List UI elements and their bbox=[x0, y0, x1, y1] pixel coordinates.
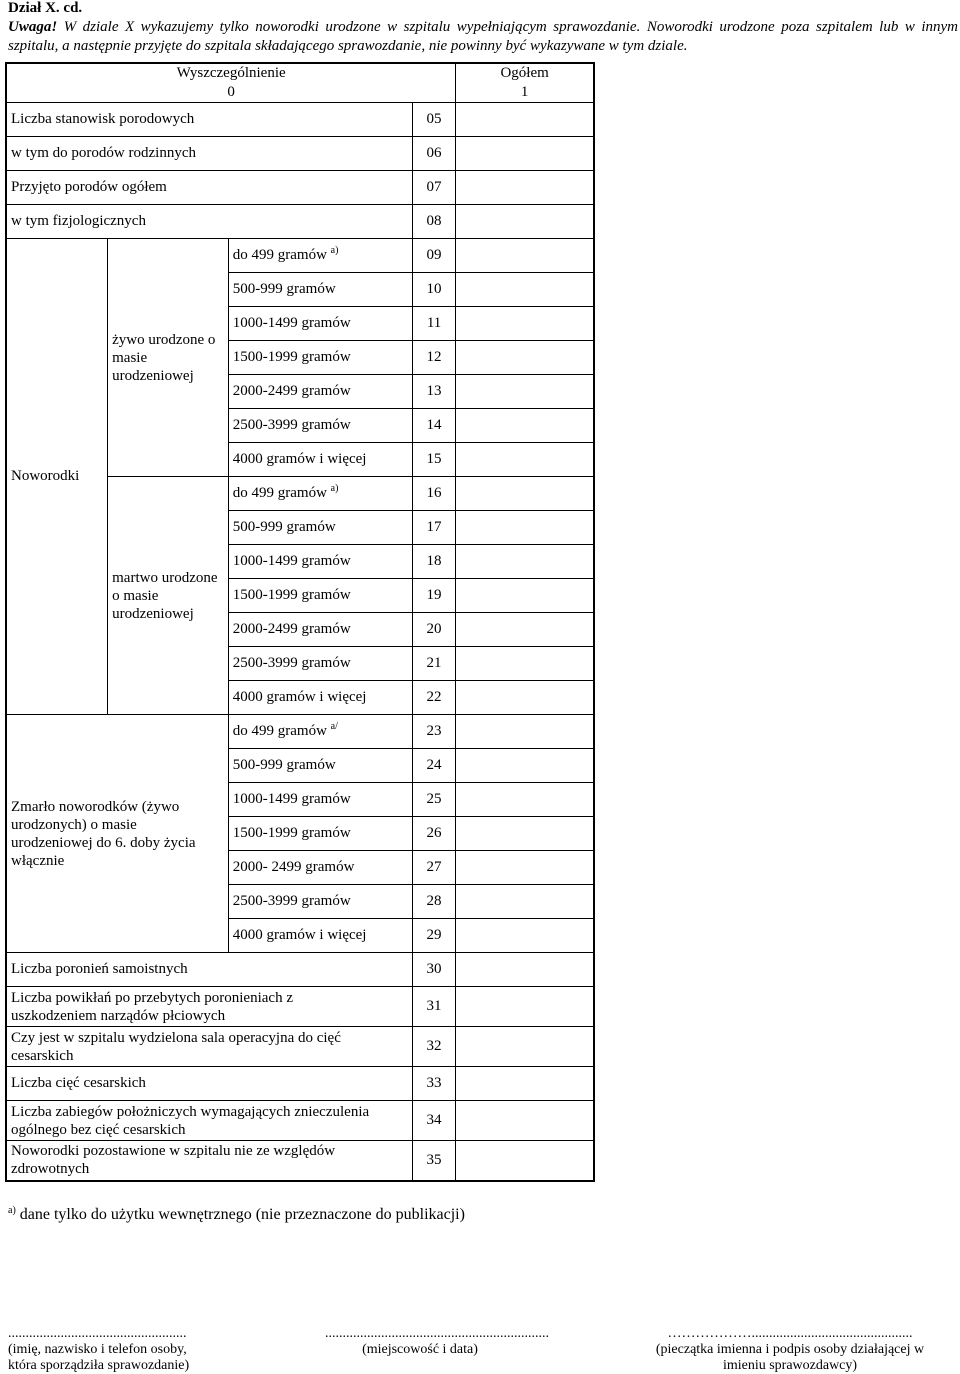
weight-label: do 499 gramów $^{a/}$ bbox=[228, 715, 412, 749]
weight-label: 4000 gramów i więcej bbox=[228, 681, 412, 715]
footnote-marker: a) bbox=[330, 483, 339, 494]
row-label: w tym fizjologicznych bbox=[6, 205, 412, 239]
value-cell[interactable] bbox=[456, 171, 594, 205]
row-number: 12 bbox=[412, 341, 455, 375]
row-number: 34 bbox=[412, 1101, 455, 1141]
value-cell[interactable] bbox=[456, 579, 594, 613]
signature-line[interactable]: ................................................................ bbox=[325, 1326, 549, 1341]
row-number: 26 bbox=[412, 817, 455, 851]
value-cell[interactable] bbox=[456, 137, 594, 171]
signature-caption: (imię, nazwisko i telefon osoby, bbox=[8, 1342, 187, 1357]
value-cell[interactable] bbox=[456, 273, 594, 307]
weight-label: 2000- 2499 gramów bbox=[228, 851, 412, 885]
header-row bbox=[6, 63, 594, 83]
weight-label: 500-999 gramów bbox=[228, 273, 412, 307]
row-label: Liczba poronień samoistnych bbox=[6, 953, 412, 987]
table-row bbox=[6, 715, 594, 749]
table-row bbox=[6, 953, 594, 987]
table-row bbox=[6, 171, 594, 205]
signature-caption: (pieczątka imienna i podpis osoby działającej w bbox=[655, 1342, 925, 1357]
footnote-marker: a) bbox=[8, 1205, 16, 1216]
value-cell[interactable] bbox=[456, 239, 594, 273]
weight-label: 1000-1499 gramów bbox=[228, 783, 412, 817]
table-row bbox=[6, 103, 594, 137]
table-row bbox=[6, 1067, 594, 1101]
row-number: 05 bbox=[412, 103, 455, 137]
value-cell[interactable] bbox=[456, 1141, 594, 1181]
died-group-label: Zmarło noworodków (żywo urodzonych) o masie urodzeniowej do 6. doby życia włącznie bbox=[6, 715, 228, 953]
report-table bbox=[5, 62, 595, 1182]
value-cell[interactable] bbox=[456, 443, 594, 477]
alive-group-label: żywo urodzone o masie urodzeniowej bbox=[108, 239, 229, 477]
footnote-text: dane tylko do użytku wewnętrznego (nie przeznaczone do publikacji) bbox=[19, 1206, 465, 1223]
warning-note bbox=[8, 18, 958, 56]
row-number: 14 bbox=[412, 409, 455, 443]
row-number: 23 bbox=[412, 715, 455, 749]
value-cell[interactable] bbox=[456, 477, 594, 511]
table-row bbox=[6, 205, 594, 239]
weight-label: 500-999 gramów bbox=[228, 511, 412, 545]
weight-label: do 499 gramów $^{a)}$ bbox=[228, 239, 412, 273]
weight-label: 1500-1999 gramów bbox=[228, 579, 412, 613]
value-cell[interactable] bbox=[456, 545, 594, 579]
col-total-number: 1 bbox=[456, 83, 594, 103]
row-label: Przyjęto porodów ogółem bbox=[6, 171, 412, 205]
weight-label: 2500-3999 gramów bbox=[228, 409, 412, 443]
value-cell[interactable] bbox=[456, 783, 594, 817]
row-label: Liczba stanowisk porodowych bbox=[6, 103, 412, 137]
value-cell[interactable] bbox=[456, 103, 594, 137]
warning-text: W dziale X wykazujemy tylko noworodki urodzone w szpitalu wypełniającym sprawozdanie. Noworodki urodzone poza szpitalem lub w innym szpitalu, a następnie przyjęte do szpitala składającego sprawozdanie, nie powinny być wykazywane w tym dziale. bbox=[8, 19, 958, 54]
col-total-header: Ogółem bbox=[456, 63, 594, 83]
newborns-label: Noworodki bbox=[6, 239, 108, 715]
value-cell[interactable] bbox=[456, 987, 594, 1027]
row-number: 24 bbox=[412, 749, 455, 783]
value-cell[interactable] bbox=[456, 1067, 594, 1101]
signature-caption: imieniu sprawozdawcy) bbox=[722, 1358, 858, 1373]
row-number: 17 bbox=[412, 511, 455, 545]
weight-label: 4000 gramów i więcej bbox=[228, 919, 412, 953]
row-number: 08 bbox=[412, 205, 455, 239]
signature-line[interactable]: ................................................... bbox=[8, 1326, 187, 1341]
row-number: 13 bbox=[412, 375, 455, 409]
row-number: 29 bbox=[412, 919, 455, 953]
value-cell[interactable] bbox=[456, 511, 594, 545]
row-number: 21 bbox=[412, 647, 455, 681]
weight-label: 2500-3999 gramów bbox=[228, 885, 412, 919]
table-row bbox=[6, 137, 594, 171]
footnote-marker: a/ bbox=[330, 721, 338, 732]
row-number: 19 bbox=[412, 579, 455, 613]
row-number: 22 bbox=[412, 681, 455, 715]
col-spec-header: Wyszczególnienie bbox=[6, 63, 456, 83]
row-number: 09 bbox=[412, 239, 455, 273]
signature-place-date bbox=[325, 1326, 549, 1358]
value-cell[interactable] bbox=[456, 613, 594, 647]
row-number: 28 bbox=[412, 885, 455, 919]
value-cell[interactable] bbox=[456, 307, 594, 341]
value-cell[interactable] bbox=[456, 851, 594, 885]
row-label: Liczba cięć cesarskich bbox=[6, 1067, 412, 1101]
value-cell[interactable] bbox=[456, 341, 594, 375]
row-number: 20 bbox=[412, 613, 455, 647]
row-label: w tym do porodów rodzinnych bbox=[6, 137, 412, 171]
table-row bbox=[6, 1101, 594, 1141]
signature-preparer bbox=[8, 1326, 248, 1374]
row-number: 06 bbox=[412, 137, 455, 171]
table-row bbox=[6, 239, 594, 273]
row-number: 25 bbox=[412, 783, 455, 817]
value-cell[interactable] bbox=[456, 409, 594, 443]
row-label: Czy jest w szpitalu wydzielona sala operacyjna do cięć cesarskich bbox=[6, 1027, 412, 1067]
section-title: Dział X. cd. bbox=[8, 0, 83, 16]
weight-label: 1000-1499 gramów bbox=[228, 307, 412, 341]
warning-label: Uwaga! bbox=[8, 19, 58, 35]
row-number: 18 bbox=[412, 545, 455, 579]
dead-group-label: martwo urodzone o masie urodzeniowej bbox=[108, 477, 229, 715]
value-cell[interactable] bbox=[456, 1027, 594, 1067]
footnote bbox=[8, 1206, 465, 1224]
value-cell[interactable] bbox=[456, 885, 594, 919]
row-number: 35 bbox=[412, 1141, 455, 1181]
header-number-row bbox=[6, 83, 594, 103]
weight-label: 2000-2499 gramów bbox=[228, 613, 412, 647]
table-row bbox=[6, 1027, 594, 1067]
weight-label: 2500-3999 gramów bbox=[228, 647, 412, 681]
row-number: 07 bbox=[412, 171, 455, 205]
value-cell[interactable] bbox=[456, 749, 594, 783]
weight-label: 4000 gramów i więcej bbox=[228, 443, 412, 477]
value-cell[interactable] bbox=[456, 817, 594, 851]
signature-caption: która sporządziła sprawozdanie) bbox=[8, 1358, 190, 1373]
row-number: 31 bbox=[412, 987, 455, 1027]
signature-caption: (miejscowość i data) bbox=[362, 1342, 478, 1357]
weight-label: 500-999 gramów bbox=[228, 749, 412, 783]
row-number: 33 bbox=[412, 1067, 455, 1101]
row-number: 32 bbox=[412, 1027, 455, 1067]
row-number: 10 bbox=[412, 273, 455, 307]
signature-official bbox=[640, 1326, 940, 1374]
weight-label: 1000-1499 gramów bbox=[228, 545, 412, 579]
weight-label: 1500-1999 gramów bbox=[228, 817, 412, 851]
footnote-marker: a) bbox=[330, 245, 339, 256]
row-label: Noworodki pozostawione w szpitalu nie ze względów zdrowotnych bbox=[6, 1141, 412, 1181]
weight-label: 2000-2499 gramów bbox=[228, 375, 412, 409]
row-label: Liczba powikłań po przebytych poronieniach z uszkodzeniem narządów płciowych bbox=[6, 987, 412, 1027]
col-spec-number: 0 bbox=[6, 83, 456, 103]
row-number: 27 bbox=[412, 851, 455, 885]
value-cell[interactable] bbox=[456, 1101, 594, 1141]
table-row bbox=[6, 987, 594, 1027]
row-number: 15 bbox=[412, 443, 455, 477]
weight-label: 1500-1999 gramów bbox=[228, 341, 412, 375]
value-cell[interactable] bbox=[456, 715, 594, 749]
table-row bbox=[6, 1141, 594, 1181]
weight-label: do 499 gramów $^{a)}$ bbox=[228, 477, 412, 511]
value-cell[interactable] bbox=[456, 375, 594, 409]
row-number: 30 bbox=[412, 953, 455, 987]
value-cell[interactable] bbox=[456, 919, 594, 953]
row-number: 11 bbox=[412, 307, 455, 341]
signature-line[interactable]: ……………….............................................. bbox=[667, 1326, 913, 1341]
row-label: Liczba zabiegów położniczych wymagających znieczulenia ogólnego bez cięć cesarskich bbox=[6, 1101, 412, 1141]
value-cell[interactable] bbox=[456, 681, 594, 715]
value-cell[interactable] bbox=[456, 205, 594, 239]
value-cell[interactable] bbox=[456, 647, 594, 681]
row-number: 16 bbox=[412, 477, 455, 511]
value-cell[interactable] bbox=[456, 953, 594, 987]
